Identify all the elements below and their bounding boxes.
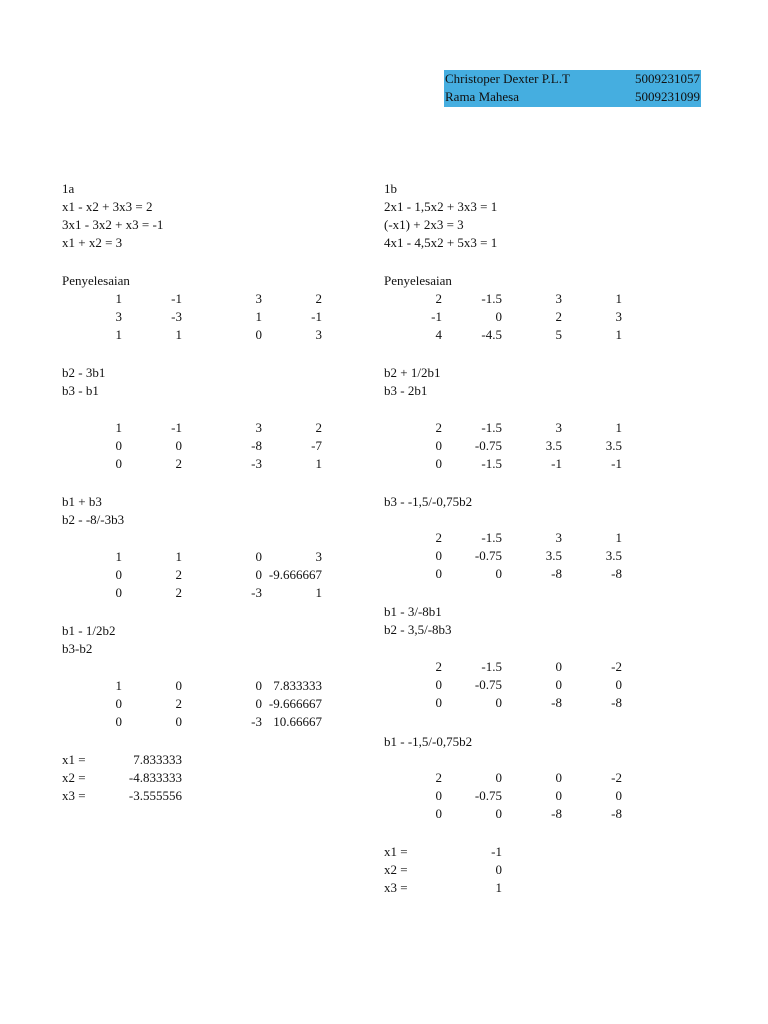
matrix-cell: 0 [115, 696, 122, 712]
matrix-cell: 3 [555, 530, 562, 545]
author-header [444, 70, 701, 107]
matrix-cell: 1 [315, 585, 322, 601]
row-operation: b1 - 1/2b2 [62, 623, 116, 638]
result-value: 7.833333 [133, 752, 182, 767]
matrix-cell: 2 [435, 530, 442, 545]
result-label: x3 = [62, 788, 86, 804]
row-operation: b2 - -8/-3b3 [62, 512, 125, 528]
matrix-cell: 1 [615, 530, 622, 545]
matrix-cell: -1.5 [481, 420, 502, 435]
solution-label: Penyelesaian [384, 273, 452, 288]
matrix-cell: 3.5 [545, 438, 562, 454]
equation: 3x1 - 3x2 + x3 = -1 [62, 217, 164, 233]
matrix-cell: 0 [555, 788, 562, 804]
matrix-cell: -9.666667 [268, 567, 322, 583]
result-label: x1 = [62, 752, 86, 767]
matrix-cell: -3 [251, 456, 262, 472]
matrix-cell: 2 [435, 291, 442, 306]
matrix-cell: -1 [311, 309, 322, 325]
matrix-cell: -9.666667 [268, 696, 322, 712]
matrix-cell: 0 [115, 714, 122, 730]
solution-label: Penyelesaian [62, 273, 130, 288]
row-operation: b2 + 1/2b1 [384, 365, 441, 380]
row-operation: b1 - -1,5/-0,75b2 [384, 734, 473, 749]
matrix-cell: 2 [435, 420, 442, 435]
matrix-cell: 3 [115, 309, 122, 325]
matrix-cell: -8 [551, 695, 562, 711]
matrix-cell: 3 [555, 291, 562, 306]
matrix-cell: 1 [615, 291, 622, 306]
matrix-cell: -1.5 [481, 456, 502, 472]
matrix-cell: 0 [255, 567, 262, 583]
row-operation: b2 - 3,5/-8b3 [384, 622, 452, 638]
matrix-cell: 0 [255, 678, 262, 693]
matrix-cell: -3 [251, 585, 262, 601]
matrix-cell: 3.5 [605, 438, 622, 454]
matrix-cell: 1 [175, 327, 182, 343]
result-label: x2 = [384, 862, 408, 878]
matrix-cell: 1 [175, 549, 182, 564]
problem-title: 1a [62, 181, 75, 196]
matrix-cell: 0 [615, 788, 622, 804]
matrix-cell: 2 [175, 585, 182, 601]
matrix-cell: 2 [315, 420, 322, 435]
author-name: Rama Mahesa [445, 89, 520, 104]
matrix-cell: -3 [251, 714, 262, 730]
matrix-cell: -1 [551, 456, 562, 472]
row-operation: b1 + b3 [62, 494, 102, 509]
matrix-cell: 0 [255, 549, 262, 564]
matrix-cell: 3 [255, 420, 262, 435]
matrix-cell: 3 [315, 549, 322, 564]
equation: 4x1 - 4,5x2 + 5x3 = 1 [384, 235, 498, 251]
matrix-cell: 0 [555, 659, 562, 674]
matrix-cell: 0 [435, 456, 442, 472]
matrix-cell: 0 [435, 438, 442, 454]
matrix-cell: -1.5 [481, 530, 502, 545]
matrix-cell: 0 [175, 438, 182, 454]
matrix-cell: 0 [555, 677, 562, 693]
matrix-cell: -4.5 [481, 327, 502, 343]
author-row [444, 70, 701, 88]
matrix-cell: 0 [115, 567, 122, 583]
matrix-cell: -1 [611, 456, 622, 472]
matrix-cell: 3.5 [545, 548, 562, 564]
row-operation: b3 - 2b1 [384, 383, 428, 399]
author-id: 5009231099 [635, 89, 700, 104]
matrix-cell: -1 [171, 420, 182, 435]
matrix-cell: 0 [175, 678, 182, 693]
matrix-cell: 0 [615, 677, 622, 693]
matrix-cell: 1 [615, 327, 622, 343]
matrix-cell: -1.5 [481, 659, 502, 674]
matrix-cell: 0 [435, 806, 442, 822]
matrix-cell: -0.75 [474, 788, 502, 804]
matrix-cell: 0 [495, 309, 502, 325]
author-name: Christoper Dexter P.L.T [445, 71, 570, 86]
matrix-cell: 0 [115, 438, 122, 454]
matrix-cell: 0 [435, 695, 442, 711]
matrix-cell: 1 [615, 420, 622, 435]
matrix-cell: -2 [611, 659, 622, 674]
matrix-cell: -0.75 [474, 677, 502, 693]
matrix-cell: 0 [435, 677, 442, 693]
matrix-cell: 1 [115, 327, 122, 343]
matrix-cell: -3 [171, 309, 182, 325]
matrix-cell: 5 [555, 327, 562, 343]
matrix-cell: 10.66667 [273, 714, 322, 730]
matrix-cell: -0.75 [474, 548, 502, 564]
author-row [444, 88, 701, 106]
result-label: x1 = [384, 844, 408, 859]
matrix-cell: -2 [611, 770, 622, 785]
equation: 2x1 - 1,5x2 + 3x3 = 1 [384, 199, 498, 214]
matrix-cell: 2 [175, 456, 182, 472]
matrix-cell: 0 [115, 456, 122, 472]
matrix-cell: 0 [435, 548, 442, 564]
matrix-cell: 0 [495, 806, 502, 822]
result-value: 0 [495, 862, 502, 878]
matrix-cell: 1 [115, 678, 122, 693]
problem-title: 1b [384, 181, 397, 196]
result-label: x3 = [384, 880, 408, 896]
result-value: -4.833333 [128, 770, 182, 786]
matrix-cell: 0 [175, 714, 182, 730]
row-operation: b3-b2 [62, 641, 93, 657]
matrix-cell: 0 [435, 788, 442, 804]
result-label: x2 = [62, 770, 86, 786]
matrix-cell: 2 [435, 659, 442, 674]
matrix-cell: 4 [435, 327, 442, 343]
equation: x1 - x2 + 3x3 = 2 [62, 199, 153, 214]
matrix-cell: 0 [555, 770, 562, 785]
matrix-cell: 1 [315, 456, 322, 472]
matrix-cell: -8 [551, 806, 562, 822]
row-operation: b1 - 3/-8b1 [384, 604, 442, 619]
author-id: 5009231057 [635, 71, 700, 86]
matrix-cell: 0 [255, 327, 262, 343]
row-operation: b3 - b1 [62, 383, 99, 399]
matrix-cell: -0.75 [474, 438, 502, 454]
matrix-cell: 0 [435, 566, 442, 582]
matrix-cell: -1 [431, 309, 442, 325]
matrix-cell: 7.833333 [273, 678, 322, 693]
matrix-cell: -8 [251, 438, 262, 454]
matrix-cell: 2 [435, 770, 442, 785]
matrix-cell: -8 [611, 695, 622, 711]
result-value: -3.555556 [128, 788, 182, 804]
matrix-cell: -8 [611, 566, 622, 582]
result-value: -1 [491, 844, 502, 859]
matrix-cell: 3 [615, 309, 622, 325]
matrix-cell: 3 [255, 291, 262, 306]
matrix-cell: -8 [611, 806, 622, 822]
matrix-cell: -7 [311, 438, 322, 454]
row-operation: b3 - -1,5/-0,75b2 [384, 494, 473, 509]
matrix-cell: 2 [175, 567, 182, 583]
matrix-cell: 3.5 [605, 548, 622, 564]
matrix-cell: -1 [171, 291, 182, 306]
matrix-cell: 2 [315, 291, 322, 306]
matrix-cell: 3 [315, 327, 322, 343]
matrix-cell: 1 [115, 549, 122, 564]
row-operation: b2 - 3b1 [62, 365, 106, 380]
matrix-cell: 0 [495, 695, 502, 711]
matrix-cell: 0 [495, 566, 502, 582]
matrix-cell: -8 [551, 566, 562, 582]
matrix-cell: 1 [255, 309, 262, 325]
matrix-cell: -1.5 [481, 291, 502, 306]
equation: x1 + x2 = 3 [62, 235, 123, 251]
matrix-cell: 0 [255, 696, 262, 712]
matrix-cell: 1 [115, 420, 122, 435]
matrix-cell: 2 [175, 696, 182, 712]
result-value: 1 [495, 880, 502, 896]
matrix-cell: 3 [555, 420, 562, 435]
matrix-cell: 1 [115, 291, 122, 306]
equation: (-x1) + 2x3 = 3 [384, 217, 464, 233]
matrix-cell: 0 [115, 585, 122, 601]
matrix-cell: 2 [555, 309, 562, 325]
matrix-cell: 0 [495, 770, 502, 785]
